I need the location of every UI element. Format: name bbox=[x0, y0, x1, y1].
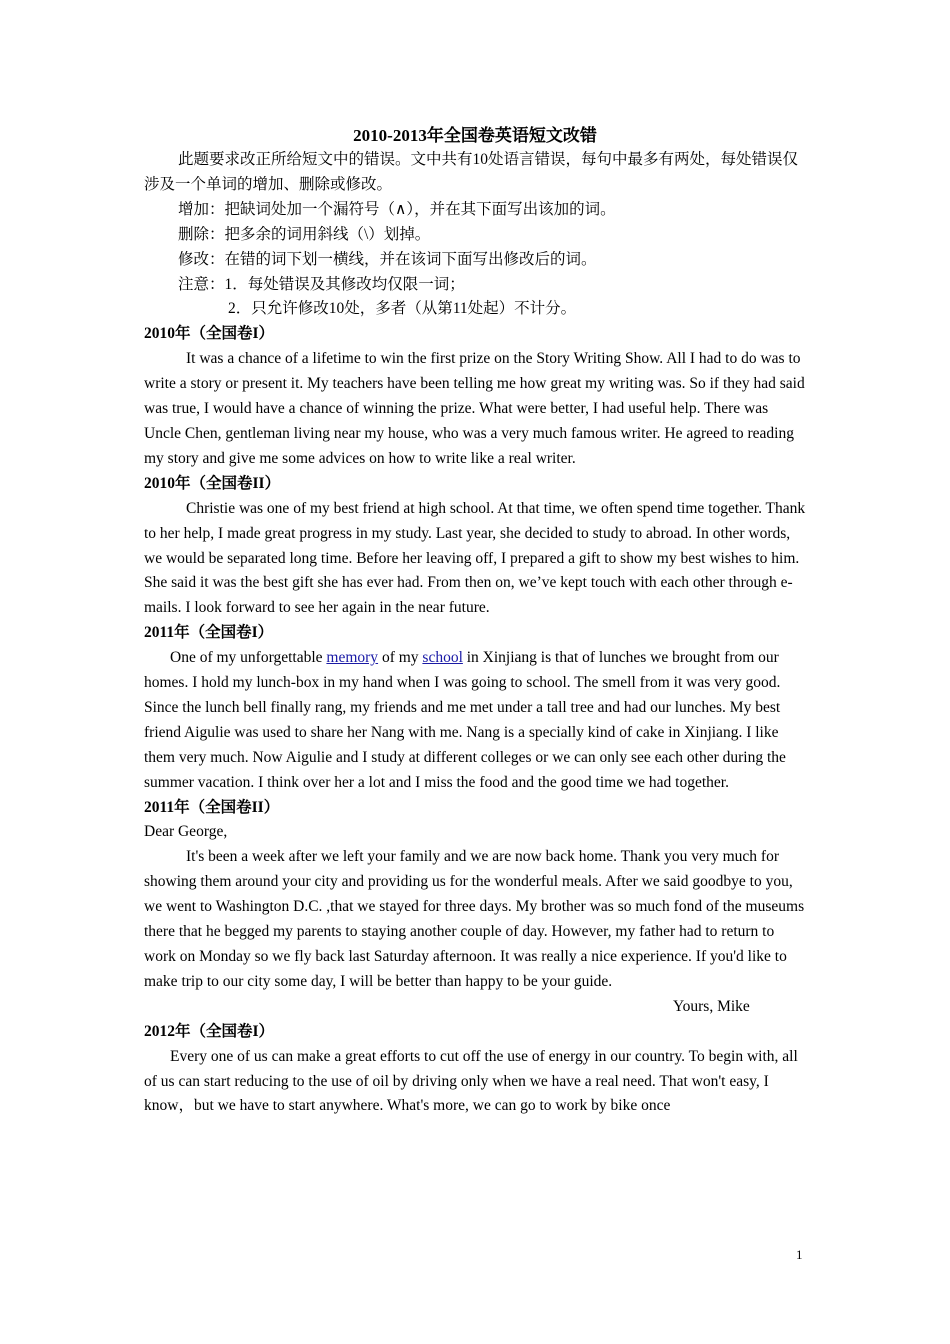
document-page bbox=[144, 124, 806, 1119]
passage-text: in Xinjiang is that of lunches we brought from our homes. I hold my lunch-box in my hand when I was going to school. The smell from it was very good. Since the lunch bell finally rang, my friends and me met under a tall tree and had our lunches. My best friend Aigulie was used to share her Nang with me. Nang is a specially kind of cake in Xinjiang. I like them very much. Now Aigulie and I study at different colleges or we can only see each other during the summer vacation. I think over her a lot and I miss the food and the good time we had together. bbox=[144, 649, 786, 791]
section-heading-2011-1: 2011年（全国卷I） bbox=[144, 624, 274, 642]
rule-add: 增加：把缺词处加一个漏符号（∧），并在其下面写出该加的词。 bbox=[178, 200, 616, 218]
note-1: 注意：1．每处错误及其修改均仅限一词； bbox=[178, 275, 465, 293]
section-heading-2010-1: 2010年（全国卷I） bbox=[144, 325, 275, 343]
section-heading-2012-1: 2012年（全国卷I） bbox=[144, 1022, 275, 1040]
rule-modify: 修改：在错的词下划一横线，并在该词下面写出修改后的词。 bbox=[178, 250, 597, 268]
passage-2011-1 bbox=[144, 646, 806, 795]
memory-link[interactable]: memory bbox=[326, 649, 379, 667]
passage-2011-2: It's been a week after we left your family and we are now back home. Thank you very much for showing them around your city and providing us for the wonderful meals. After we said goodbye to you, we went to Washington D.C. ,that we stayed for three days. My brother was so much fond of the museums there that he begged my parents to staying another couple of day. However, my father had to return to work on Monday so we fly back last Saturday afternoon. It was really a nice experience. If you'd like to make trip to our city some day, I will be better than happy to be your guide. bbox=[144, 848, 805, 990]
passage-2010-1: It was a chance of a lifetime to win the first prize on the Story Writing Show. All I had to do was to write a story or present it. My teachers have been telling me how great my writing was. So if they had said was true, I would have a chance of winning the prize. What were better, I had useful help. There was Uncle Chen, gentleman living near my house, who was a very much famous writer. He agreed to reading my story and give me some advices on how to write like a real writer. bbox=[144, 350, 805, 467]
section-heading-2010-2: 2010年（全国卷II） bbox=[144, 474, 281, 492]
passage-text: One of my unforgettable bbox=[170, 649, 327, 667]
school-link[interactable]: school bbox=[422, 649, 463, 667]
instruction-text: 此题要求改正所给短文中的错误。文中共有10处语言错误，每句中最多有两处，每处错误仅涉及一个单词的增加、删除或修改。 bbox=[144, 151, 799, 193]
rule-delete: 删除：把多余的词用斜线（\）划掉。 bbox=[178, 225, 431, 243]
passage-2012-1: Every one of us can make a great efforts to cut off the use of energy in our country. To begin with, all of us can start reducing to the use of oil by driving only when we have a real need. That won't easy, I know，but we have to start anywhere. What's more, we can go to work by bike once bbox=[144, 1047, 798, 1115]
note-2: 2．只允许修改10处，多者（从第11处起）不计分。 bbox=[228, 300, 577, 318]
page-number: 1 bbox=[796, 1247, 803, 1262]
passage-text: of my bbox=[378, 649, 423, 667]
letter-greeting: Dear George, bbox=[144, 823, 228, 841]
letter-signature: Yours, Mike bbox=[673, 997, 750, 1015]
passage-2010-2: Christie was one of my best friend at high school. At that time, we often spend time together. Thank to her help, I made great progress in my study. Last year, she decided to study to abroad. In other words, we would be separated long time. Before her leaving off, I prepared a gift to show my best wishes to him. She said it was the best gift she has ever had. From then on, we’ve kept touch with each other through e-mails. I look forward to see her again in the near future. bbox=[144, 499, 806, 617]
page-title: 2010-2013年全国卷英语短文改错 bbox=[353, 126, 597, 145]
section-heading-2011-2: 2011年（全国卷II） bbox=[144, 798, 280, 816]
